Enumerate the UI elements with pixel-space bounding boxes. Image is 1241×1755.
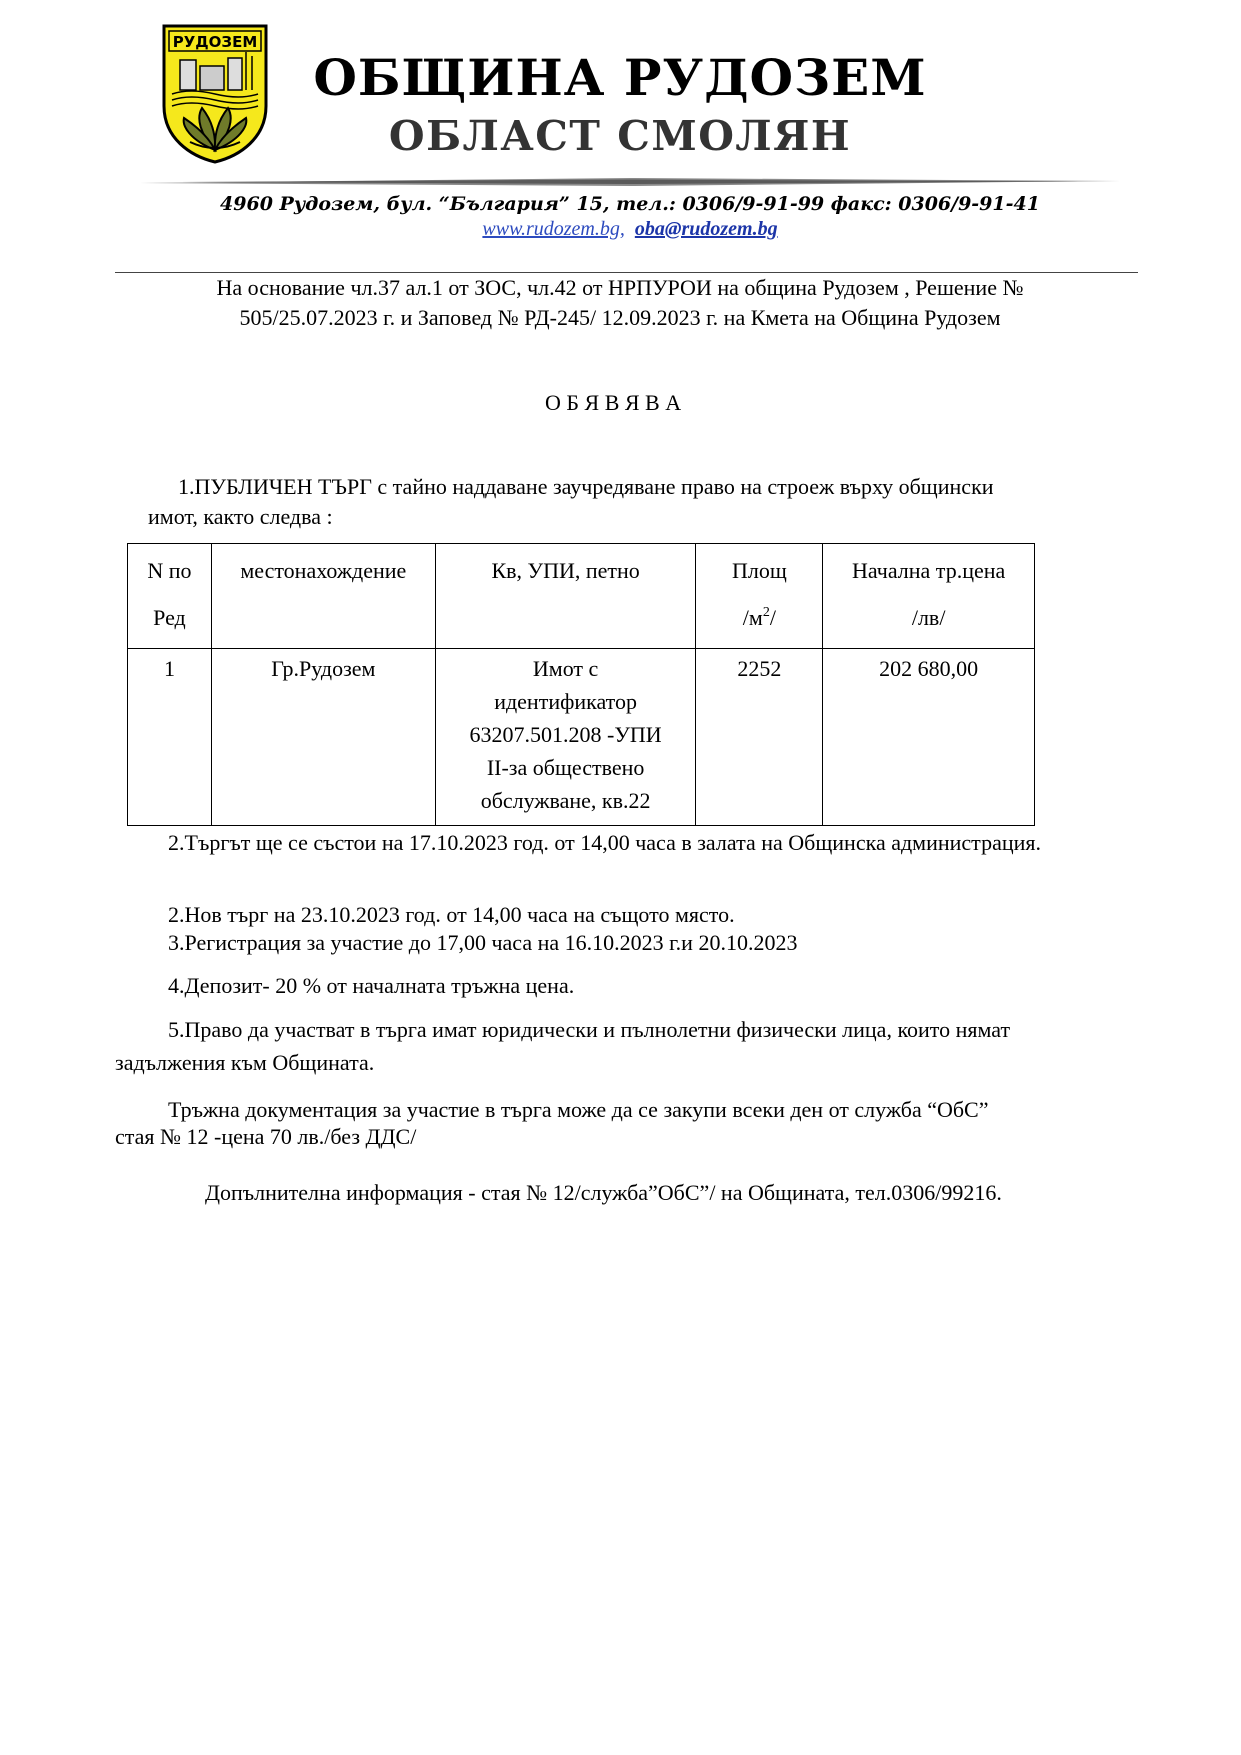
col-header-area — [696, 544, 823, 649]
col-header-number-line2: Ред — [153, 605, 186, 630]
col-header-location: местонахождение — [211, 544, 435, 649]
property-table — [127, 543, 1035, 826]
table-header-row — [128, 544, 1035, 649]
contact-links — [140, 218, 1120, 241]
cell-block-line: ІІ-за обществено — [486, 755, 645, 780]
area-unit-superscript: 2 — [762, 605, 770, 620]
cell-block-line: обслужване, кв.22 — [480, 788, 651, 813]
cell-location: Гр.Рудозем — [211, 649, 435, 826]
documentation-line2: стая № 12 -цена 70 лв./без ДДС/ — [115, 1124, 417, 1149]
additional-info: Допълнителна информация - стая № 12/служба”ОбС”/ на Общината, тел.0306/99216. — [205, 1180, 1002, 1205]
cell-price: 202 680,00 — [823, 649, 1035, 826]
col-header-block: Кв, УПИ, петно — [435, 544, 696, 649]
cell-block-line: 63207.501.208 -УПИ — [469, 722, 662, 747]
legal-basis — [120, 273, 1120, 333]
table-row — [128, 649, 1035, 826]
item1-line2: имот, както следва : — [148, 504, 333, 529]
header-decorative-rule — [140, 176, 1120, 188]
documentation-line1: Тръжна документация за участие в търга може да се закупи всеки ден от служба “ОбС” — [168, 1097, 989, 1122]
point-5-line1: 5.Право да участват в търга имат юридически и пълнолетни физически лица, които нямат — [168, 1017, 1011, 1042]
municipality-crest-logo — [160, 22, 270, 166]
announces-heading: О Б Я В Я В А — [545, 390, 682, 415]
point-3-registration: 3.Регистрация за участие до 17,00 часа на 16.10.2023 г.и 20.10.2023 — [168, 930, 798, 955]
municipality-title: ОБЩИНА РУДОЗЕМ — [313, 48, 927, 107]
area-unit-suffix: / — [769, 605, 776, 630]
col-header-price-line1: Начална тр.цена — [852, 558, 1006, 583]
col-header-number — [128, 544, 212, 649]
cell-number: 1 — [128, 649, 212, 826]
point-2 — [115, 828, 1138, 858]
website-link[interactable]: www.rudozem.bg, — [482, 218, 625, 240]
col-header-price-line2: /лв/ — [911, 605, 946, 630]
legal-basis-line2: 505/25.07.2023 г. и Заповед № РД-245/ 12.09.2023 г. на Кмета на Община Рудозем — [239, 305, 1001, 330]
region-title: ОБЛАСТ СМОЛЯН — [388, 112, 852, 160]
cell-block-line: идентификатор — [494, 689, 637, 714]
area-unit-prefix: /м — [742, 605, 763, 630]
col-header-area-unit — [700, 594, 818, 645]
item1-line1: 1.ПУБЛИЧЕН ТЪРГ с тайно наддаване заучредяване право на строеж върху общински — [178, 474, 994, 499]
point-2-new-auction: 2.Нов търг на 23.10.2023 год. от 14,00 часа на същото място. — [168, 902, 735, 927]
cell-block — [435, 649, 696, 826]
point-2-line1: 2.Търгът ще се състои на 17.10.2023 год. от 14,00 часа в залата на Общинска — [168, 830, 886, 855]
col-header-price — [823, 544, 1035, 649]
col-header-area-line1: Площ — [731, 558, 787, 583]
email-link[interactable]: oba@rudozem.bg — [634, 218, 778, 240]
point-5-line2: задължения към Общината. — [115, 1050, 375, 1075]
col-header-number-line1: N по — [147, 558, 192, 583]
cell-block-line: Имот с — [532, 656, 599, 681]
legal-basis-line1: На основание чл.37 ал.1 от ЗОС, чл.42 от НРПУРОИ на община Рудозем , Решение № — [216, 275, 1024, 300]
cell-area: 2252 — [696, 649, 823, 826]
point-2-line2: администрация. — [891, 830, 1041, 855]
contact-address: 4960 Рудозем, бул. “България” 15, тел.: 0306/9-91-99 факс: 0306/9-91-41 — [220, 193, 1040, 215]
point-4-deposit: 4.Депозит- 20 % от началната тръжна цена. — [168, 973, 575, 998]
logo-lettering: РУДОЗЕМ — [172, 33, 258, 51]
